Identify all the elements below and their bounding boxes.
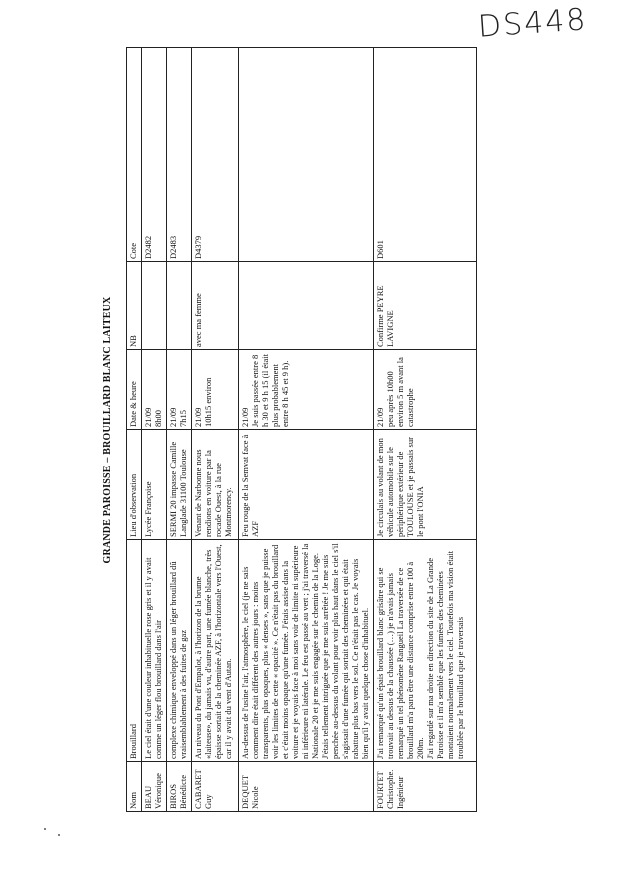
table-row	[374, 48, 477, 812]
column-header-nb: NB	[127, 262, 142, 350]
cell-lieu: Feu rouge de la Semvat face à AZF	[239, 430, 374, 540]
cell-date: 21/09 Je suis passée entre 8 h 30 et 9 h 15 (il était plus probablement entre 8 h 45 et 9 h).	[239, 350, 374, 430]
cell-nom: BIROS Bénédicte	[167, 762, 192, 812]
handwritten-annotation: DS448	[476, 2, 589, 45]
cell-lieu: Je circulais au volant de mon véhicule automobile sur le périphérique extérieur de TOULOUSE et je passais sur le pont l'ONIA	[374, 430, 477, 540]
observation-table	[126, 47, 477, 812]
cell-nb: avec ma femme	[192, 262, 239, 350]
cell-nom: FOURTET Christophe. Ingénieur	[374, 762, 477, 812]
cell-brouillard: complexe chimique enveloppé dans un léger brouillard dû vraisemblablement à des fuites de gaz	[167, 540, 192, 762]
cell-brouillard: Le ciel était d'une couleur inhabituelle rose gris et il y avait comme un léger flou brouillard dans l'air	[142, 540, 167, 762]
column-header-nom: Nom	[127, 762, 142, 812]
cell-cote: D601	[374, 48, 477, 262]
cell-brouillard: J'ai remarqué qu'un épais brouillard blanc grisâtre qui se trouvait au dessus de la chaussée (…) je n'avais jamais remarqué un tel phénomène Rangueil La traversée de ce brouillard m'a paru être une distance comprise entre 100 à 200m. J'ai regardé sur ma droite en direction du site de La Grande Paroisse et il m'a semblé que les fumées des cheminées montaient normalement vers le ciel. Toutefois ma vision était troublée par le brouillard que je traversais	[374, 540, 477, 762]
cell-date: 21/09 peu après 10h00 environ 5 m avant la catastrophe	[374, 350, 477, 430]
cell-nb: Confirme PEYRE LAVIGNE	[374, 262, 477, 350]
column-header-brouillard: Brouillard	[127, 540, 142, 762]
cell-nom: CABARET Guy	[192, 762, 239, 812]
table-row	[192, 48, 239, 812]
cell-lieu: Lycée Françoise	[142, 430, 167, 540]
cell-nom: BEAU Véronique	[142, 762, 167, 812]
table-row	[167, 48, 192, 812]
cell-lieu: SERMI 20 impasse Camille Langlade 31100 Toulouse	[167, 430, 192, 540]
document-title: GRANDE PAROISSE – BROUILLARD BLANC LAITEUX	[102, 296, 113, 564]
table-row	[142, 48, 167, 812]
cell-cote	[239, 48, 374, 262]
column-header-date: Date & heure	[127, 350, 142, 430]
cell-brouillard: Au-dessus de l'usine l'air, l'atmosphère, le ciel (je ne sais comment dire était différent des autres jours : moins transparents, plus opaques, plus « denses », sans que je puisse voir les limites de cette « opacité ». Ce n'était pas du brouillard et c'était moins opaque qu'une fumée. J'étais assise dans la voiture et je voyais face à moi sans voir de limite ni supérieure ni inférieure ni latérale. Le feu est passé au vert ; j'ai traversé la Nationale 20 et je me suis engagée sur le chemin de la Loge. J'étais tellement intriguée que je me suis arrêtée ! Je me suis penchée au-dessus du volant pour voir plus haut dans le ciel s'il s'agissait d'une fumée qui sortait des cheminées et qui était rabattue plus bas vers le sol. Ce n'était pas le cas. Je voyais bien qu'il y avait quelque chose d'inhabituel.	[239, 540, 374, 762]
cell-lieu: Venant de Narbonne nous rendions en voiture par la rocade Ouest, à la rue Montmorency.	[192, 430, 239, 540]
rotated-content	[50, 40, 520, 820]
cell-date: 21/09 8h00	[142, 350, 167, 430]
cell-nb	[239, 262, 374, 350]
landscape-area	[50, 40, 520, 820]
cell-nom: DEQUET Nicole	[239, 762, 374, 812]
cell-cote: D2483	[167, 48, 192, 262]
cell-nb	[142, 262, 167, 350]
cell-cote: D2482	[142, 48, 167, 262]
cell-date: 21/09 10h15 environ	[192, 350, 239, 430]
table-row	[239, 48, 374, 812]
cell-brouillard: Au niveau du Pont d'Empalot, à l'horizon de la brume «laiteuse», du jamais vu, d'autre part, une fumée blanche, très épaisse sortait de la cheminée AZF, à l'horizontale vers l'Ouest, car il y avait du vent d'Autan.	[192, 540, 239, 762]
cell-date: 21/09 7h15	[167, 350, 192, 430]
cell-cote: D4379	[192, 48, 239, 262]
cell-nb	[167, 262, 192, 350]
column-header-lieu: Lieu d'observation	[127, 430, 142, 540]
scan-speck	[44, 828, 46, 830]
scan-speck	[58, 834, 60, 836]
table-header-row	[127, 48, 142, 812]
column-header-cote: Cote	[127, 48, 142, 262]
